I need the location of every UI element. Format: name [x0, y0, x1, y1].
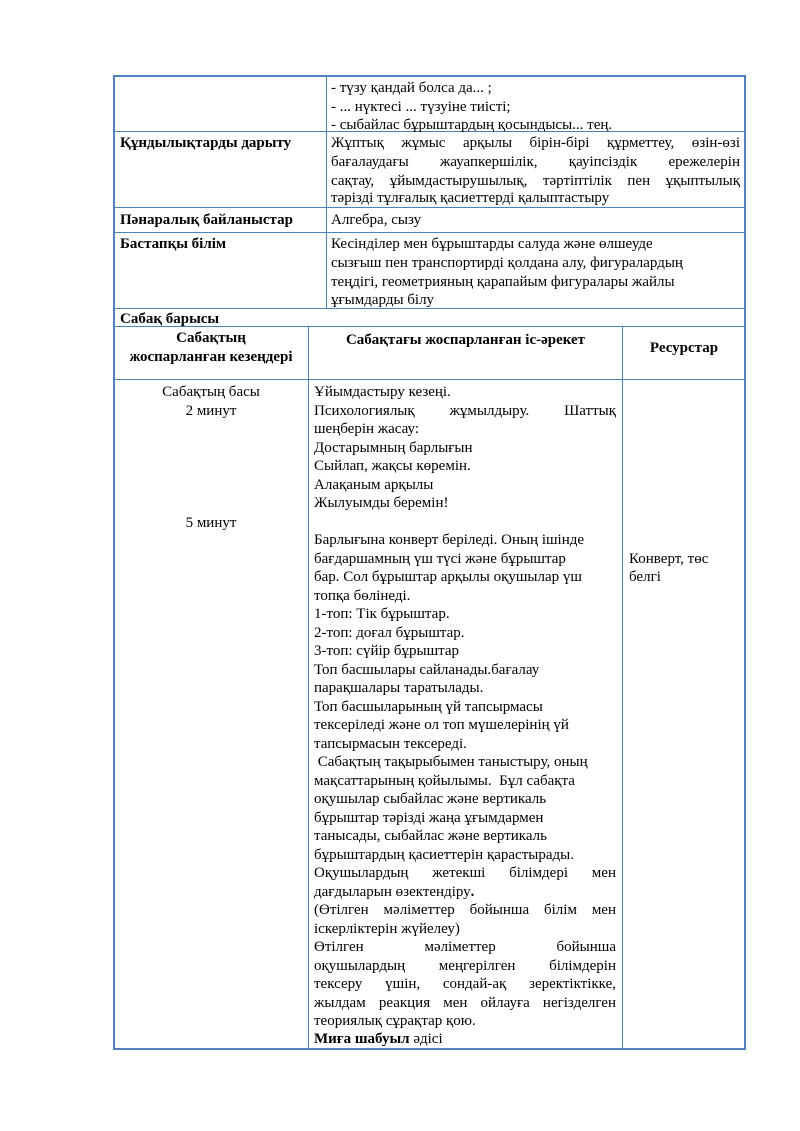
prior-knowledge-line: теңдігі, геометрияның қарапайым фигуралары жайлы — [331, 274, 675, 290]
activity-line: бағдаршамның үш түсі және бұрыштар — [314, 551, 566, 567]
activity-line: іскерліктерін жүйелеу) — [314, 921, 460, 937]
activity-line: жылдам реакция мен ойлауға негізделген — [314, 995, 616, 1011]
activity-line: Жылуымды беремін! — [314, 495, 449, 511]
stage-start: Сабақтың басы — [162, 384, 260, 400]
activity-line: топқа бөлінеді. — [314, 588, 411, 604]
activity-line: Достарымның барлығын — [314, 440, 473, 456]
activity-line: оқушылар сыбайлас және вертикаль — [314, 791, 547, 807]
header-resources: Ресурстар — [649, 340, 719, 356]
activity-line: мақсаттарының қойылымы. Бұл сабақта — [314, 773, 575, 789]
prior-knowledge-line: Кесінділер мен бұрыштарды салуда және өлшеуде — [331, 236, 653, 252]
activity-line: 3-топ: сүйір бұрыштар — [314, 643, 460, 659]
values-label: Құндылықтарды дарыту — [120, 135, 292, 151]
interdisciplinary-label: Пәнаралық байланыстар — [120, 212, 293, 228]
activity-line: бұрыштар тәрізді жаңа ұғымдармен — [314, 810, 544, 826]
activity-line: тексеріледі және ол топ мүшелерінің үй — [314, 717, 569, 733]
activity-line: танысады, сыбайлас және вертикаль — [314, 828, 547, 844]
activity-line: теориялық сұрақтар қою. — [314, 1013, 476, 1029]
activity-line: бұрыштардың қасиеттерін қарастырады. — [314, 847, 574, 863]
activity-line-mixed — [314, 883, 474, 902]
row-divider — [114, 232, 745, 233]
values-line: тәрізді тұлғалық қасиеттерді қалыптастыру — [331, 190, 610, 206]
activity-line: тексеру үшін, сондай-ақ зеректіктікке, — [314, 976, 616, 992]
activity-line: (Өтілген мәліметтер бойынша білім мен — [314, 902, 616, 918]
values-line: сақтау, ұйымдастырушылық, тәртіптілік пен ұқыптылық — [331, 173, 740, 189]
activity-line: Сабақтың тақырыбымен таныстыру, оның — [314, 754, 588, 770]
header-stages-line: жоспарланған кезеңдері — [129, 349, 293, 365]
column-divider — [326, 76, 327, 308]
activity-line: шеңберін жасау: — [314, 421, 419, 437]
bullet-line: - ... нүктесі ... түзуіне тиісті; — [331, 99, 511, 115]
activity-line: Өтілген мәліметтер бойынша — [314, 939, 616, 955]
brainstorm-method-rest: әдісі — [409, 1031, 443, 1047]
activity-line: 2-топ: доғал бұрыштар. — [314, 625, 465, 641]
interdisciplinary-value: Алгебра, сызу — [331, 212, 422, 228]
section-title: Сабақ барысы — [120, 311, 220, 327]
brainstorm-method-bold: Миға шабуыл — [314, 1031, 410, 1047]
prior-knowledge-label: Бастапқы білім — [120, 236, 227, 252]
activity-line: бар. Сол бұрыштар арқылы оқушылар үш — [314, 569, 582, 585]
activity-line: Топ басшылары сайланады.бағалау — [314, 662, 540, 678]
activity-line: Ұйымдастыру кезеңі. — [314, 384, 451, 400]
activity-line: парақшалары таратылады. — [314, 680, 484, 696]
activity-line: тапсырмасын тексереді. — [314, 736, 467, 752]
bullet-line: - түзу қандай болса да... ; — [331, 80, 492, 96]
activity-line: оқушылардың меңгерілген білімдерін — [314, 958, 616, 974]
activity-line: Сыйлап, жақсы көремін. — [314, 458, 471, 474]
stage-time: 2 минут — [185, 403, 237, 419]
prior-knowledge-line: сызғыш пен транспортирді қолдана алу, фигуралардың — [331, 255, 683, 271]
activity-line: 1-топ: Тік бұрыштар. — [314, 606, 450, 622]
activity-line: Психологиялық жұмылдыру. Шаттық — [314, 403, 616, 419]
activity-line-text: дағдыларын өзектендіру — [314, 884, 471, 900]
stage-time: 5 минут — [185, 515, 237, 531]
activity-line: Топ басшыларының үй тапсырмасы — [314, 699, 543, 715]
bold-period: . — [470, 884, 475, 900]
values-line: Жұптық жұмыс арқылы бірін-бірі құрметтеу, өзін-өзі — [331, 135, 740, 151]
activity-line: Оқушылардың жетекші білімдері мен — [314, 865, 616, 881]
column-divider — [308, 326, 309, 1048]
header-stages — [114, 329, 308, 367]
bullet-line: - сыбайлас бұрыштардың қосындысы... тең. — [331, 117, 613, 133]
activity-line: Алақаным арқылы — [314, 477, 434, 493]
prior-knowledge-line: ұғымдарды білу — [331, 292, 435, 308]
values-line: бағалаудағы жауапкершілік, қауіпсіздік ережелерін — [331, 154, 740, 170]
header-stages-line: Сабақтың — [176, 330, 246, 346]
resources-line: белгі — [629, 569, 661, 585]
activity-line: Барлығына конверт беріледі. Оның ішінде — [314, 532, 585, 548]
activity-line-mixed — [314, 1030, 443, 1049]
row-divider — [114, 379, 745, 380]
column-divider — [622, 326, 623, 1048]
header-activity: Сабақтағы жоспарланған іс-әрекет — [345, 332, 586, 348]
resources-line: Конверт, төс — [629, 551, 709, 567]
